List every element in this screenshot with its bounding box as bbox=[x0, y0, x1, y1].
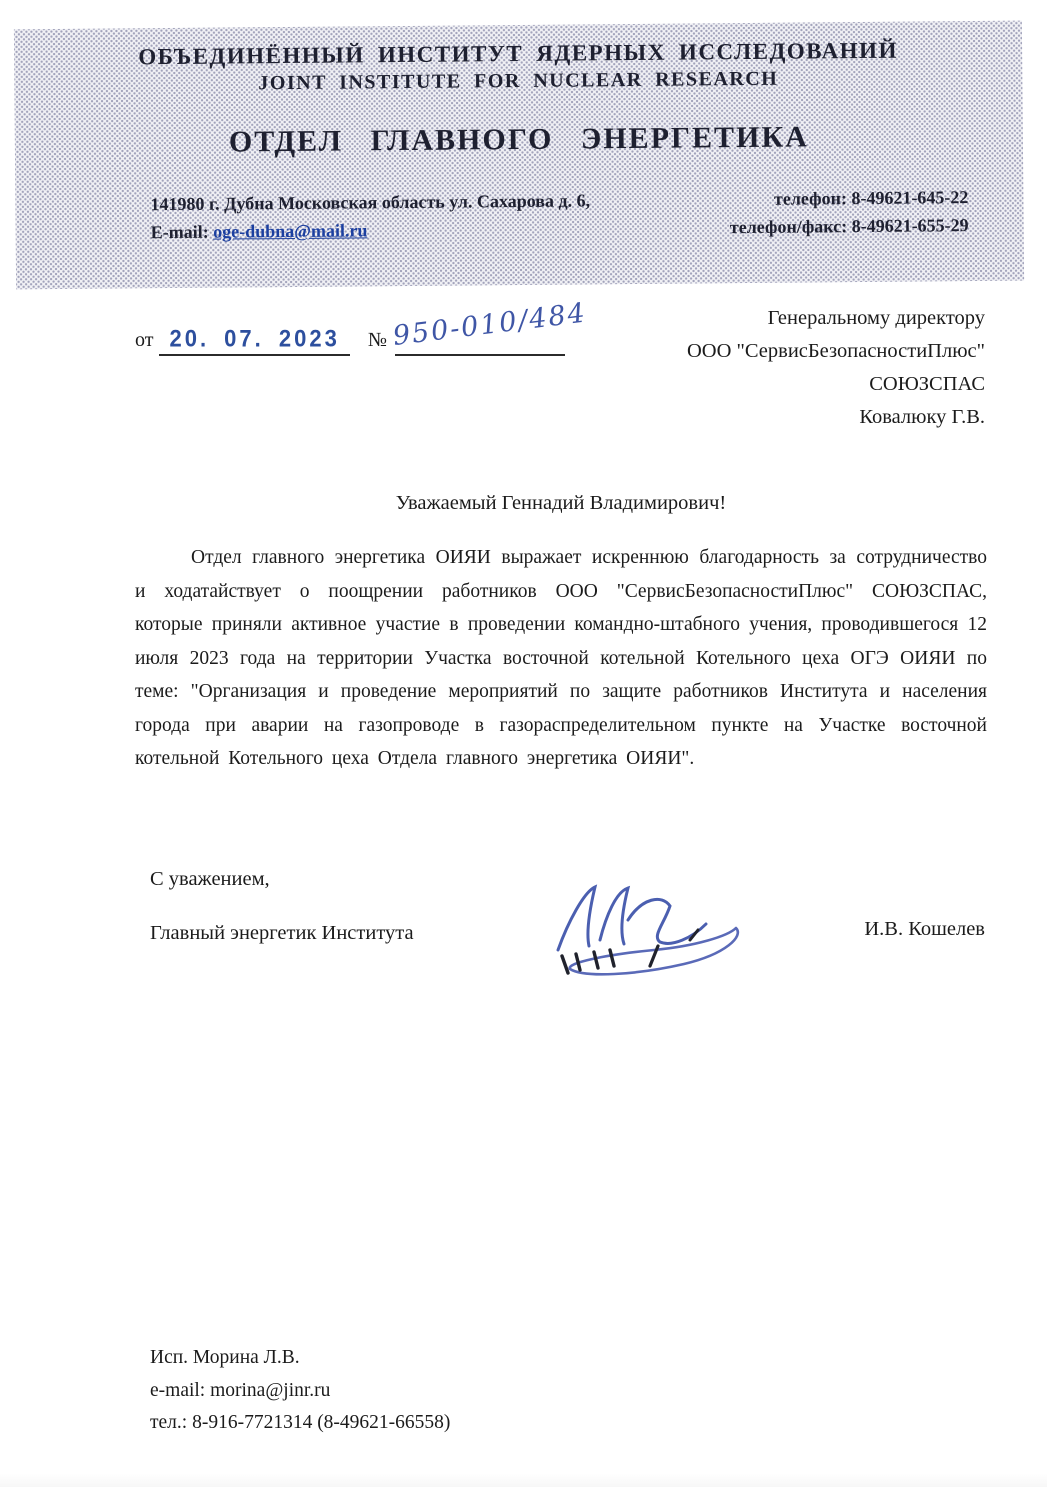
addressee-line: Ковалюку Г.В. bbox=[859, 406, 985, 428]
date-stamp: 20. 07. 2023 bbox=[169, 324, 340, 352]
reference-addressee-row bbox=[135, 297, 987, 434]
addressee-block bbox=[687, 302, 987, 434]
scan-edge-shadow bbox=[0, 1473, 1047, 1487]
addressee-line: СОЮЗСПАС bbox=[869, 373, 985, 395]
org-name-russian: ОБЪЕДИНЁННЫЙ ИНСТИТУТ ЯДЕРНЫХ ИССЛЕДОВАНИЙ bbox=[138, 37, 899, 70]
email-link[interactable]: oge-dubna@mail.ru bbox=[213, 220, 368, 242]
reference-line bbox=[135, 297, 589, 434]
number-label: № bbox=[367, 329, 387, 351]
salutation: Уважаемый Геннадий Владимирович! bbox=[395, 492, 727, 514]
phone-number: телефон: 8-49621-645-22 bbox=[773, 187, 969, 209]
addressee-line: ООО "СервисБезопасностиПлюс" bbox=[686, 340, 985, 362]
addressee-line: Генеральному директору bbox=[767, 307, 985, 329]
letter-body-paragraph: Отдел главного энергетика ОИЯИ выражает искреннюю благодарность за сотрудничество и ходатайствует о поощрении работников ООО "СервисБезопасностиПлюс" СОЮЗСПАС, которые приняли активное участие в проведении командно-штабного учения, проводившегося 12 июля 2023 года на территории Участка восточной котельной Котельного цеха ОГЭ ОИЯИ по теме: "Организация и проведение мероприятий по защите работников Института и населения города при аварии на газопроводе в газораспределительном пункте на Участке восточной котельной Котельного цеха Отдела главного энергетика ОИЯИ". bbox=[135, 547, 987, 769]
number-field bbox=[391, 297, 589, 356]
department-title: ОТДЕЛ ГЛАВНОГО ЭНЕРГЕТИКА bbox=[228, 120, 809, 159]
closing-phrase: С уважением, bbox=[150, 868, 270, 890]
signer-title: Главный энергетик Института bbox=[150, 922, 414, 944]
executor-name: Исп. Морина Л.В. bbox=[150, 1347, 300, 1368]
executor-block bbox=[150, 1342, 450, 1440]
letterhead bbox=[14, 21, 1024, 290]
document-number-handwritten: 950-010/484 bbox=[391, 297, 589, 352]
phone-fax-number: телефон/факс: 8-49621-655-29 bbox=[729, 215, 969, 238]
date-field bbox=[159, 326, 349, 356]
executor-phone: тел.: 8-916-7721314 (8-49621-66558) bbox=[150, 1412, 451, 1433]
letterhead-email-row bbox=[151, 211, 969, 246]
from-label: от bbox=[135, 329, 154, 351]
signature-icon bbox=[540, 878, 760, 983]
email-line bbox=[151, 216, 368, 246]
handwritten-signature bbox=[540, 878, 760, 983]
executor-email: e-mail: morina@jinr.ru bbox=[150, 1379, 331, 1401]
letterhead-contacts bbox=[150, 183, 968, 246]
email-label: E-mail: bbox=[150, 221, 209, 243]
signer-name: И.В. Кошелев bbox=[864, 918, 985, 940]
postal-address: 141980 г. Дубна Московская область ул. Сахарова д. 6, bbox=[150, 190, 591, 215]
org-name-english: JOINT INSTITUTE FOR NUCLEAR RESEARCH bbox=[258, 67, 779, 95]
